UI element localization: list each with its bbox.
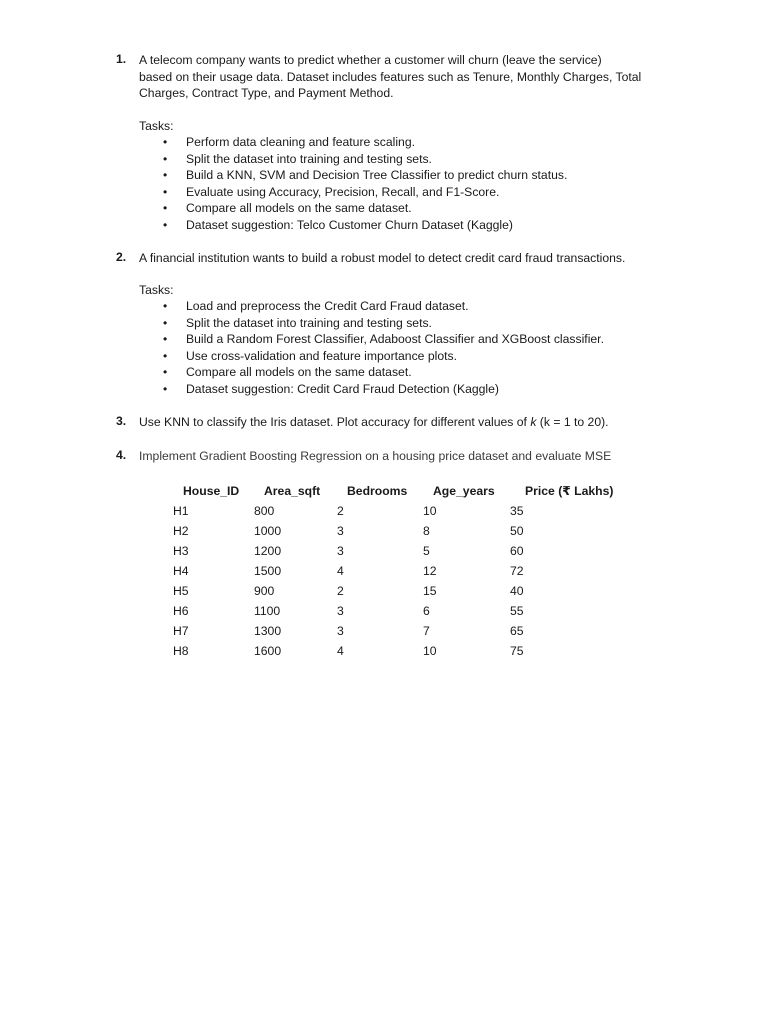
task-item — [161, 364, 604, 381]
cell-area: 1100 — [254, 604, 281, 618]
task-list — [161, 134, 567, 233]
bullet-icon: • — [163, 381, 168, 396]
cell-age: 10 — [423, 644, 437, 658]
cell-bedrooms: 3 — [337, 604, 344, 618]
task-item — [161, 298, 604, 315]
column-header-area: Area_sqft — [264, 484, 321, 498]
bullet-icon: • — [163, 151, 168, 166]
cell-area: 1600 — [254, 644, 282, 658]
task-text: Dataset suggestion: Telco Customer Churn Dataset (Kaggle) — [186, 217, 513, 232]
task-text: Perform data cleaning and feature scaling. — [186, 135, 415, 149]
task-item — [161, 381, 604, 398]
task-text: Split the dataset into training and testing sets. — [186, 151, 432, 166]
task-list — [161, 298, 604, 397]
question-line: Charges, Contract Type, and Payment Method. — [139, 86, 394, 100]
cell-bedrooms: 3 — [337, 624, 344, 638]
cell-area: 1000 — [254, 524, 282, 538]
cell-area: 1500 — [254, 564, 282, 578]
cell-age: 6 — [423, 604, 430, 618]
bullet-icon: • — [163, 168, 168, 182]
question-line: A financial institution wants to build a robust model to detect credit card fraud transactions. — [139, 251, 626, 265]
cell-house-id: H4 — [173, 564, 189, 578]
question-line: A telecom company wants to predict whether a customer will churn (leave the service) — [139, 53, 602, 67]
cell-age: 5 — [423, 544, 430, 558]
cell-area: 1300 — [254, 624, 282, 638]
task-text: Dataset suggestion: Credit Card Fraud Detection (Kaggle) — [186, 381, 499, 396]
question-number: 3. — [116, 414, 127, 428]
bullet-icon: • — [163, 348, 168, 363]
task-item — [161, 200, 567, 217]
cell-house-id: H6 — [173, 604, 189, 618]
tasks-label: Tasks: — [139, 119, 174, 133]
question-line — [139, 414, 691, 431]
task-item — [161, 151, 567, 168]
cell-bedrooms: 2 — [337, 584, 344, 598]
task-text: Build a Random Forest Classifier, Adaboost Classifier and XGBoost classifier. — [186, 332, 604, 346]
task-item — [161, 331, 604, 348]
cell-house-id: H2 — [173, 524, 189, 538]
question-text-part: Use KNN to classify the Iris dataset. Plot accuracy for different values of — [139, 415, 531, 429]
cell-price: 55 — [510, 604, 524, 618]
column-header-house-id: House_ID — [183, 484, 240, 498]
column-header-price: Price (₹ Lakhs) — [525, 484, 614, 498]
bullet-icon: • — [163, 201, 168, 215]
task-item — [161, 315, 604, 332]
task-text: Load and preprocess the Credit Card Fraud dataset. — [186, 299, 469, 313]
question-number: 4. — [116, 448, 127, 462]
question-text — [139, 52, 691, 102]
cell-area: 800 — [254, 504, 275, 518]
bullet-icon: • — [163, 217, 168, 232]
question-text — [139, 448, 691, 465]
bullet-icon: • — [163, 365, 168, 379]
task-text: Use cross-validation and feature importance plots. — [186, 348, 457, 363]
cell-house-id: H8 — [173, 644, 189, 658]
tasks-label: Tasks: — [139, 283, 174, 297]
task-text: Split the dataset into training and testing sets. — [186, 315, 432, 330]
task-item — [161, 348, 604, 365]
cell-price: 75 — [510, 644, 524, 658]
cell-price: 60 — [510, 544, 524, 558]
cell-bedrooms: 4 — [337, 564, 344, 578]
cell-price: 35 — [510, 504, 524, 518]
task-item — [161, 184, 567, 201]
cell-area: 900 — [254, 584, 275, 598]
task-item — [161, 217, 567, 234]
cell-age: 10 — [423, 504, 437, 518]
cell-house-id: H5 — [173, 584, 189, 598]
bullet-icon: • — [163, 299, 168, 313]
task-item — [161, 167, 567, 184]
bullet-icon: • — [163, 135, 168, 149]
question-text — [139, 250, 691, 267]
cell-price: 72 — [510, 564, 524, 578]
task-text: Build a KNN, SVM and Decision Tree Classifier to predict churn status. — [186, 168, 568, 182]
cell-price: 50 — [510, 524, 524, 538]
cell-bedrooms: 3 — [337, 544, 344, 558]
cell-house-id: H3 — [173, 544, 189, 558]
cell-age: 15 — [423, 584, 437, 598]
bullet-icon: • — [163, 332, 168, 346]
question-text — [139, 414, 691, 431]
task-item — [161, 134, 567, 151]
cell-house-id: H1 — [173, 504, 189, 518]
question-line: Implement Gradient Boosting Regression on a housing price dataset and evaluate MSE — [139, 449, 612, 463]
cell-area: 1200 — [254, 544, 282, 558]
column-header-bedrooms: Bedrooms — [347, 484, 408, 498]
column-header-age: Age_years — [433, 484, 495, 498]
question-line: based on their usage data. Dataset includes features such as Tenure, Monthly Charges, Total — [139, 69, 642, 84]
bullet-icon: • — [163, 184, 168, 199]
cell-age: 8 — [423, 524, 430, 538]
cell-age: 12 — [423, 564, 437, 578]
cell-bedrooms: 3 — [337, 524, 344, 538]
question-number: 2. — [116, 250, 127, 264]
cell-price: 40 — [510, 584, 524, 598]
bullet-icon: • — [163, 315, 168, 330]
variable-k: k — [530, 415, 537, 429]
task-text: Compare all models on the same dataset. — [186, 201, 412, 215]
task-text: Evaluate using Accuracy, Precision, Recall, and F1-Score. — [186, 184, 500, 199]
cell-price: 65 — [510, 624, 524, 638]
question-number: 1. — [116, 52, 127, 66]
cell-age: 7 — [423, 624, 430, 638]
question-text-part: (k = 1 to 20). — [536, 415, 609, 429]
cell-bedrooms: 4 — [337, 644, 344, 658]
cell-bedrooms: 2 — [337, 504, 344, 518]
cell-house-id: H7 — [173, 624, 189, 638]
task-text: Compare all models on the same dataset. — [186, 365, 412, 379]
